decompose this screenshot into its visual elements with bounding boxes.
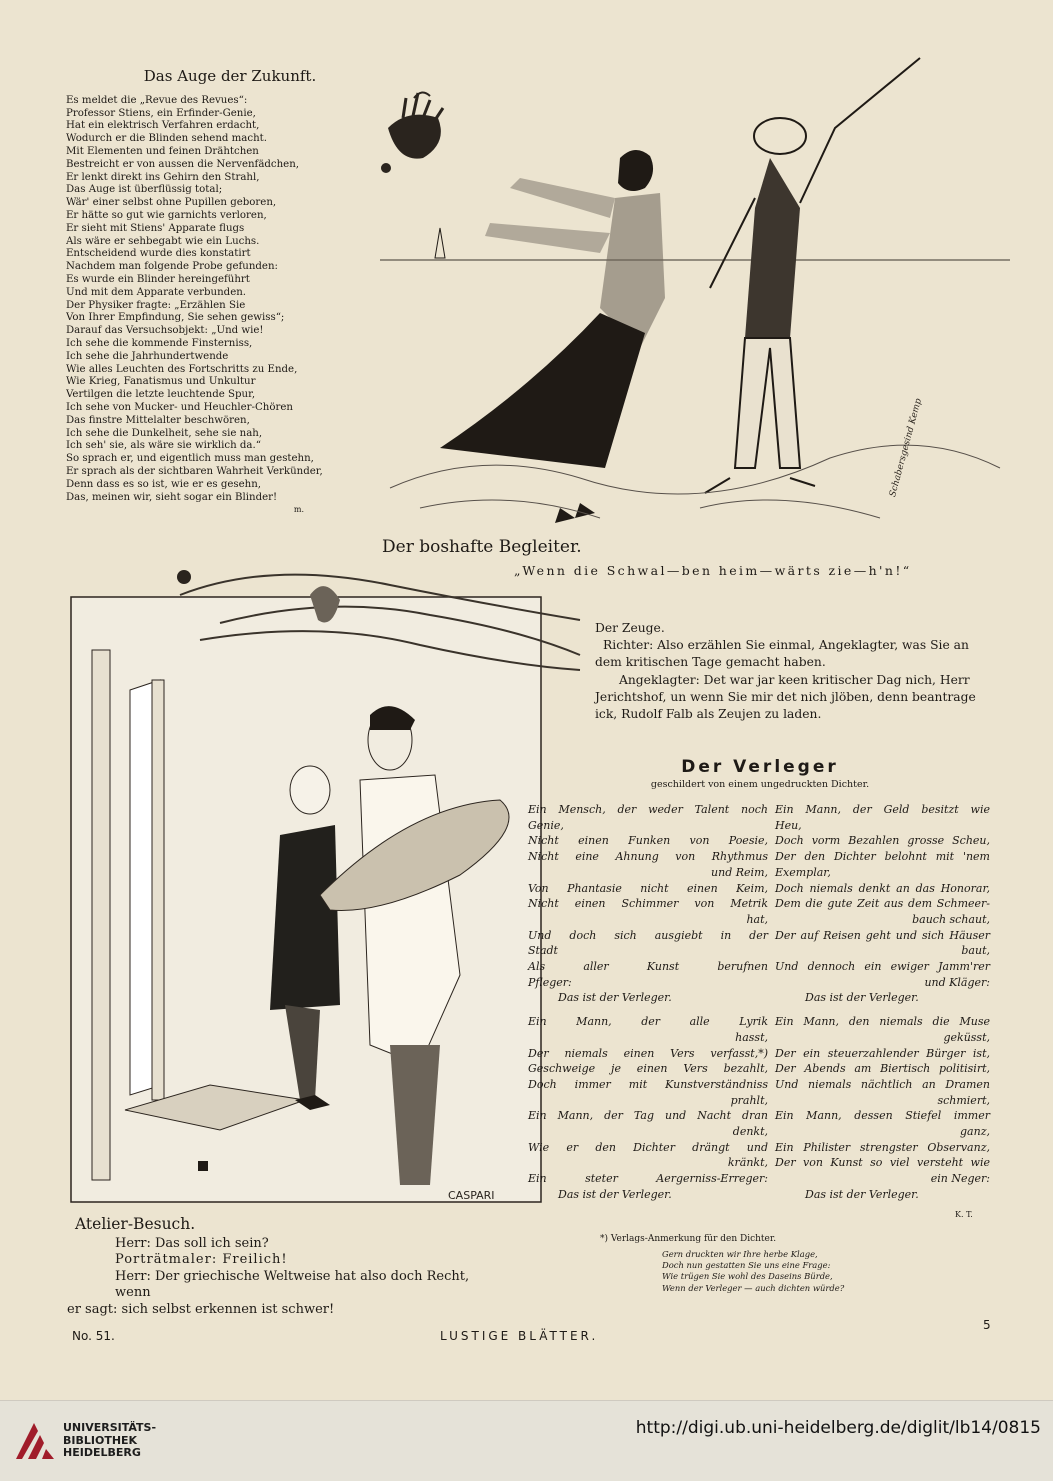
verleger-line: Nicht einen Funken von Poesie, [528, 834, 768, 848]
poem-line: Das, meinen wir, sieht sogar ein Blinder! [66, 491, 278, 503]
library-name-line-2: BIBLIOTHEK [63, 1433, 138, 1447]
verleger-line: geküsst, [943, 1030, 990, 1044]
verleger-line: Heu, [775, 818, 802, 832]
poem-line: Wär' einer selbst ohne Pupillen geboren, [66, 197, 277, 209]
permalink-url[interactable]: http://digi.ub.uni-heidelberg.de/diglit/lb14/0815 [635, 1418, 1041, 1438]
poem-line: Er sprach als der sichtbaren Wahrheit Verkünder, [66, 465, 323, 477]
poem-line: So sprach er, und eigentlich muss man gestehn, [66, 453, 314, 465]
library-name-line-1: UNIVERSITÄTS- [63, 1421, 157, 1434]
verleger-line: Der niemals einen Vers verfasst,*) [528, 1046, 768, 1060]
poem-line: Es meldet die „Revue des Revues“: [66, 94, 248, 106]
poem-line: Entscheidend wurde dies konstatirt [66, 248, 251, 260]
poem-title: Das Auge der Zukunft. [143, 67, 317, 85]
caption-boshafte-begleiter: Der boshafte Begleiter. [382, 537, 582, 557]
verleger-line: Geschweige je einen Vers bezahlt, [528, 1062, 768, 1076]
verleger-stanza [528, 802, 768, 1006]
verleger-line: Ein Mensch, der weder Talent noch [528, 803, 768, 816]
poem-line: Er lenkt direkt ins Gehirn den Strahl, [66, 171, 260, 183]
verleger-line: Von Phantasie nicht einen Keim, [528, 881, 768, 895]
swallow-bird-icon [177, 570, 191, 584]
subcaption-schwalben: „Wenn die Schwal—ben heim—wärts zie—h'n!“ [514, 563, 912, 578]
poem-line: Hat ein elektrisch Verfahren erdacht, [66, 120, 260, 132]
verleger-line: Doch vorm Bezahlen grosse Scheu, [775, 834, 990, 848]
article-der-zeuge [527, 620, 990, 723]
man-figure [705, 58, 920, 493]
poem-line: Vertilgen die letzte leuchtende Spur, [66, 389, 256, 401]
page-number: 5 [983, 1318, 991, 1332]
poem-das-auge [66, 67, 366, 517]
verleger-line: hasst, [735, 1030, 768, 1044]
verleger-line: kränkt, [727, 1156, 768, 1170]
verleger-line: Und dennoch ein ewiger Jamm'rer [775, 960, 990, 974]
library-name [63, 1422, 156, 1460]
verleger-line: und Reim, [711, 865, 768, 879]
verleger-signature: K. T. [955, 1210, 973, 1219]
illustration-atelier-besuch [70, 565, 590, 1205]
verleger-line: Wie er den Dichter drängt und [528, 1140, 768, 1154]
atelier-line-4: er sagt: sich selbst erkennen ist schwer! [67, 1301, 335, 1317]
verleger-line: hat, [746, 912, 768, 926]
poem-line: Der Physiker fragte: „Erzählen Sie [66, 299, 246, 311]
verleger-refrain: Das ist der Verleger. [558, 1187, 672, 1201]
poem-line: Er hätte so gut wie garnichts verloren, [66, 209, 267, 221]
footnote-poem-line: Doch nun gestatten Sie uns eine Frage: [662, 1260, 831, 1271]
verleger-line: Ein Mann, der Tag und Nacht dran [528, 1109, 768, 1123]
magazine-name: LUSTIGE BLÄTTER. [440, 1329, 599, 1343]
verleger-line: schmiert, [937, 1093, 990, 1107]
verleger-stanza [775, 1014, 990, 1202]
poem-line: Als wäre er sehbegabt wie ein Luchs. [66, 235, 260, 247]
verleger-line: bauch schaut, [912, 912, 990, 926]
verleger-line: Der auf Reisen geht und sich Häuser [775, 928, 990, 942]
verleger-line: Ein Philister strengster Observanz, [775, 1140, 990, 1154]
verleger-footnote: *) Verlags-Anmerkung für den Dichter. [600, 1234, 777, 1244]
verleger-line: baut, [961, 944, 990, 958]
atelier-line-3: Herr: Der griechische Weltweise hat also doch Recht, wenn [115, 1268, 470, 1300]
verleger-line: Stadt [528, 944, 558, 958]
footnote-poem [662, 1249, 844, 1294]
verleger-line: Ein steter Aergerniss-Erreger: [528, 1172, 768, 1186]
illustration-boshafte-begleiter [360, 48, 1010, 528]
article-atelier-besuch [67, 1215, 505, 1318]
verleger-line: Genie, [528, 818, 564, 832]
verleger-refrain: Das ist der Verleger. [805, 991, 919, 1005]
poem-line: Ich sehe die Jahrhundertwende [66, 350, 229, 362]
issue-number: No. 51. [72, 1329, 115, 1343]
verleger-line: Und niemals nächtlich an Dramen [775, 1077, 990, 1091]
verleger-line: Ein Mann, dessen Stiefel immer [775, 1109, 990, 1123]
footnote-poem-line: Wie trügen Sie wohl des Daseins Bürde, [662, 1271, 833, 1282]
poem-line: Er sieht mit Stiens' Apparate flugs [66, 222, 245, 234]
verleger-line: Nicht eine Ahnung von Rhythmus [528, 850, 768, 864]
atelier-line-1: Herr: Das soll ich sein? [115, 1235, 269, 1251]
verleger-line: Der Abends am Biertisch politisirt, [775, 1062, 990, 1076]
poem-line: Wie Krieg, Fanatismus und Unkultur [66, 376, 256, 388]
verleger-line: Doch immer mit Kunstverständniss [528, 1077, 768, 1091]
poem-lines [66, 95, 366, 505]
zeuge-title: Der Zeuge. [595, 621, 665, 635]
footnote-poem-line: Wenn der Verleger — auch dichten würde? [662, 1282, 845, 1293]
verleger-line: Pfleger: [528, 975, 572, 989]
verleger-stanza [775, 802, 990, 1006]
verleger-refrain: Das ist der Verleger. [805, 1187, 919, 1201]
poem-line: Das Auge ist überflüssig total; [66, 184, 223, 196]
verleger-line: ein Neger: [930, 1172, 990, 1186]
verleger-line: prahlt, [730, 1093, 768, 1107]
poem-line: Denn dass es so ist, wie er es gesehn, [66, 478, 262, 490]
illustration-signature: Schabersgesind Kemp [888, 397, 924, 499]
verleger-line: Der ein steuerzahlender Bürger ist, [775, 1046, 990, 1060]
poem-line: Und mit dem Apparate verbunden. [66, 286, 247, 298]
poem-line: Wie alles Leuchten des Fortschritts zu Ende, [66, 363, 298, 375]
poem-line: Es wurde ein Blinder hereingeführt [66, 273, 250, 285]
verleger-line: Als aller Kunst berufnen [528, 960, 768, 974]
verleger-line: und Kläger: [924, 975, 990, 989]
poem-line: Darauf das Versuchsobjekt: „Und wie! [66, 325, 264, 337]
poem-line: Das finstre Mittelalter beschwören, [66, 414, 250, 426]
poem-line: Ich sehe die Dunkelheit, sehe sie nah, [66, 427, 263, 439]
poem-line: Nachdem man folgende Probe gefunden: [66, 261, 278, 273]
verleger-line: Ein Mann, der Geld besitzt wie [775, 803, 990, 816]
poem-line: Bestreicht er von aussen die Nervenfädchen, [66, 158, 300, 170]
poem-line: Mit Elementen und feinen Drähtchen [66, 145, 259, 157]
woman-figure [440, 150, 665, 523]
verleger-line: Nicht einen Schimmer von Metrik [528, 897, 768, 911]
library-footer-bar [0, 1400, 1053, 1481]
poem-line: Professor Stiens, ein Erfinder-Genie, [66, 107, 256, 119]
verleger-line: Ein Mann, der alle Lyrik [528, 1015, 768, 1029]
footnote-poem-line: Gern druckten wir Ihre herbe Klage, [662, 1249, 818, 1259]
verleger-line: Und doch sich ausgiebt in der [528, 928, 768, 942]
flying-hat-icon [381, 92, 443, 173]
verleger-subtitle: geschildert von einem ungedruckten Dichter. [650, 779, 870, 790]
poem-line: Ich seh' sie, als wäre sie wirklich da.“ [66, 440, 261, 452]
atelier-title: Atelier-Besuch. [75, 1215, 196, 1233]
verleger-line: Doch niemals denkt an das Honorar, [775, 881, 990, 895]
verleger-line: denkt, [732, 1125, 768, 1139]
university-library-logo-icon [14, 1421, 56, 1461]
verleger-stanza [528, 1014, 768, 1202]
verleger-line: Exemplar, [775, 865, 831, 879]
verleger-line: Der den Dichter belohnt mit 'nem [775, 850, 990, 864]
verleger-line: ganz, [960, 1125, 990, 1139]
poem-line: Von Ihrer Empfindung, Sie sehen gewiss“; [66, 312, 285, 324]
poem-line: Wodurch er die Blinden sehend macht. [66, 133, 267, 145]
verleger-refrain: Das ist der Verleger. [558, 991, 672, 1005]
verleger-line: Dem die gute Zeit aus dem Schmeer- [775, 897, 990, 911]
verleger-line: Ein Mann, den niemals die Muse [775, 1015, 990, 1029]
poem-line: Ich sehe von Mucker- und Heuchler-Chören [66, 401, 293, 413]
verleger-column-right [775, 802, 990, 1211]
artist-signature: CASPARI [448, 1189, 495, 1202]
poem-line: Ich sehe die kommende Finsterniss, [66, 337, 253, 349]
verleger-column-left [528, 802, 768, 1211]
verleger-line: Der von Kunst so viel versteht wie [775, 1156, 990, 1170]
zeuge-paragraph-2: Angeklagter: Det war jar keen kritischer Dag nich, Herr Jerichtshof, un wenn Sie mir det nich jlöben, denn beantrage ick, Rudolf Falb als Zeujen zu laden. [595, 672, 976, 722]
poem-signature: m. [293, 505, 304, 515]
library-name-line-3: HEIDELBERG [63, 1446, 141, 1459]
verleger-title: Der Verleger [681, 757, 839, 777]
zeuge-paragraph-1: Richter: Also erzählen Sie einmal, Angeklagter, was Sie an dem kritischen Tage gemacht haben. [595, 638, 969, 670]
atelier-line-2: Porträtmaler: Freilich! [115, 1252, 288, 1267]
